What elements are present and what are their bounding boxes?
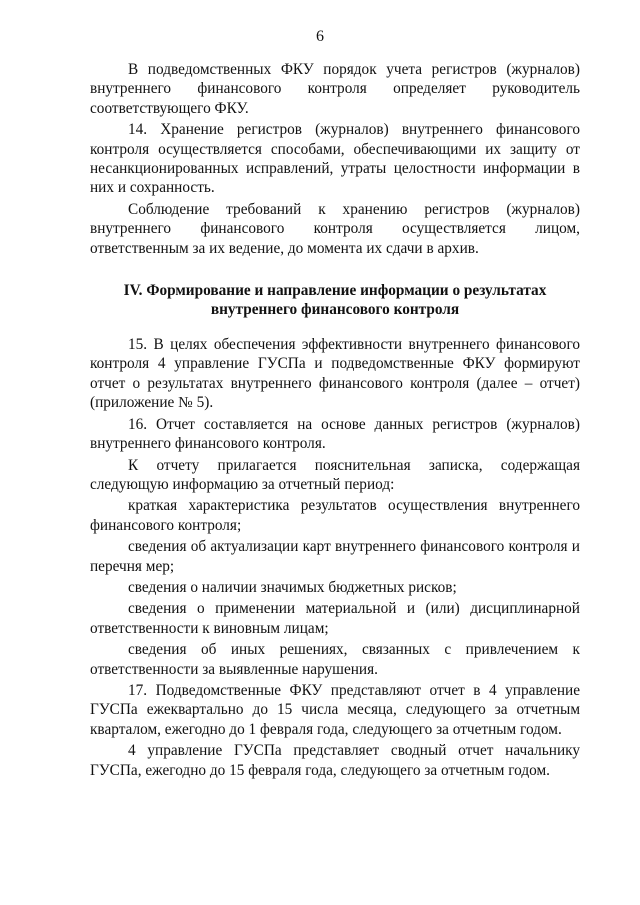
- paragraph-15-report: 15. В целях обеспечения эффективности внутреннего финансового контроля 4 управление ГУСПа и подведомственные ФКУ формируют отчет о результатах внутреннего финансового контроля (далее – отчет) (приложение № 5).: [90, 336, 580, 412]
- paragraph-consolidated-report: 4 управление ГУСПа представляет сводный отчет начальнику ГУСПа, ежегодно до 15 февраля года, следующего за отчетным годом.: [90, 742, 580, 779]
- section-heading-line-1: IV. Формирование и направление информации о результатах: [123, 282, 547, 300]
- paragraph-16-report-basis: 16. Отчет составляется на основе данных регистров (журналов) внутреннего финансового контроля.: [90, 415, 580, 453]
- paragraph-14-storage: 14. Хранение регистров (журналов) внутреннего финансового контроля осуществляется способами, обеспечивающими их защиту от несанкционированных исправлений, утраты целостности информации в них и сохранность.: [90, 121, 580, 197]
- paragraph-explanatory-note: К отчету прилагается пояснительная записка, содержащая следующую информацию за отчетный период:: [90, 456, 580, 493]
- list-item-liability: сведения о применении материальной и (или) дисциплинарной ответственности к виновным лицам;: [90, 600, 580, 637]
- paragraph-17-deadlines: 17. Подведомственные ФКУ представляют отчет в 4 управление ГУСПа ежеквартально до 15 числа месяца, следующего за отчетным кварталом, ежегодно до 1 февраля года, следующего за отчетным годом.: [90, 681, 580, 738]
- list-item-other-decisions: сведения об иных решениях, связанных с привлечением к ответственности за выявленные нарушения.: [90, 641, 580, 678]
- document-body: [90, 60, 580, 782]
- page-number: 6: [316, 28, 324, 45]
- paragraph-storage-compliance: Соблюдение требований к хранению регистров (журналов) внутреннего финансового контроля осуществляется лицом, ответственным за их ведение, до момента их сдачи в архив.: [90, 200, 580, 257]
- paragraph-accounting-order: В подведомственных ФКУ порядок учета регистров (журналов) внутреннего финансового контроля определяет руководитель соответствующего ФКУ.: [90, 61, 580, 117]
- section-heading: [90, 281, 580, 319]
- list-item-budget-risks: сведения о наличии значимых бюджетных рисков;: [128, 578, 457, 596]
- list-item-summary: краткая характеристика результатов осуществления внутреннего финансового контроля;: [90, 497, 580, 534]
- section-heading-line-2: внутреннего финансового контроля: [210, 301, 460, 319]
- list-item-cards-update: сведения об актуализации карт внутреннего финансового контроля и перечня мер;: [90, 538, 580, 575]
